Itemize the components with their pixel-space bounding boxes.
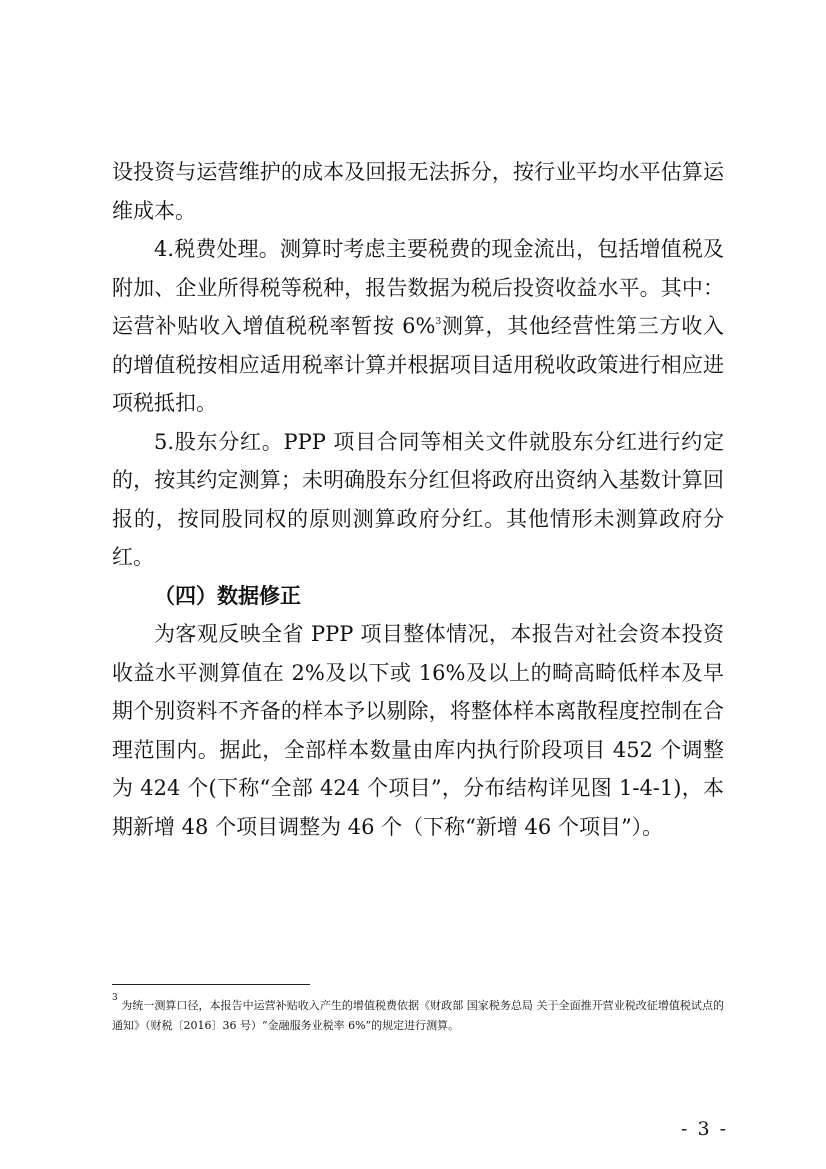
shareholder-dividends-heading: 5.股东分红 <box>154 429 262 454</box>
footnote-reference: 3 <box>435 317 442 327</box>
footnote-divider <box>112 984 310 985</box>
footnote <box>112 993 724 1036</box>
tax-treatment-text-b: 测算，其他经营性第三方收入的增值税按相应适用税率计算并根据项目适用税收政策进行相应进项税抵扣。 <box>112 314 724 415</box>
paragraph-data-correction: 为客观反映全省 PPP 项目整体情况，本报告对社会资本投资收益水平测算值在 2%及以下或 16%及以上的畸高畸低样本及早期个别资料不齐备的样本予以剔除，将整体样本离散程度控制在合理范围内。据此，全部样本数量由库内执行阶段项目 452 个调整为 424 个(下称“全部 424 个项目”，分布结构详见图 1-4-1)，本期新增 48 个项目调整为 46 个（下称“新增 46 个项目”）。 <box>112 622 724 839</box>
tax-treatment-text-a: 。测算时考虑主要税费的现金流出，包括增值税及附加、企业所得税等税种，报告数据为税后投资收益水平。其中：运营补贴收入增值税税率暂按 6% <box>112 237 724 338</box>
paragraph-tax-treatment <box>112 230 724 423</box>
page-number: - 3 - <box>680 1118 728 1140</box>
footnote-text: 为统一测算口径，本报告中运营补贴收入产生的增值税费依据《财政部 国家税务总局 关于全面推开营业税改征增值税试点的通知》（财税〔2016〕36 号）“金融服务业税率 6%”的规定进行测算。 <box>112 999 724 1032</box>
shareholder-dividends-text: 。PPP 项目合同等相关文件就股东分红进行约定的，按其约定测算；未明确股东分红但将政府出资纳入基数计算回报的，按同股同权的原则测算政府分红。其他情形未测算政府分红。 <box>112 429 724 569</box>
paragraph-cost-estimation: 设投资与运营维护的成本及回报无法拆分，按行业平均水平估算运维成本。 <box>112 160 724 223</box>
tax-treatment-heading: 4.税费处理 <box>154 237 259 261</box>
body-text <box>112 153 724 846</box>
paragraph-shareholder-dividends <box>112 423 724 577</box>
section-heading-data-correction: （四）数据修正 <box>154 582 301 608</box>
footnote-marker: 3 <box>112 993 118 1003</box>
